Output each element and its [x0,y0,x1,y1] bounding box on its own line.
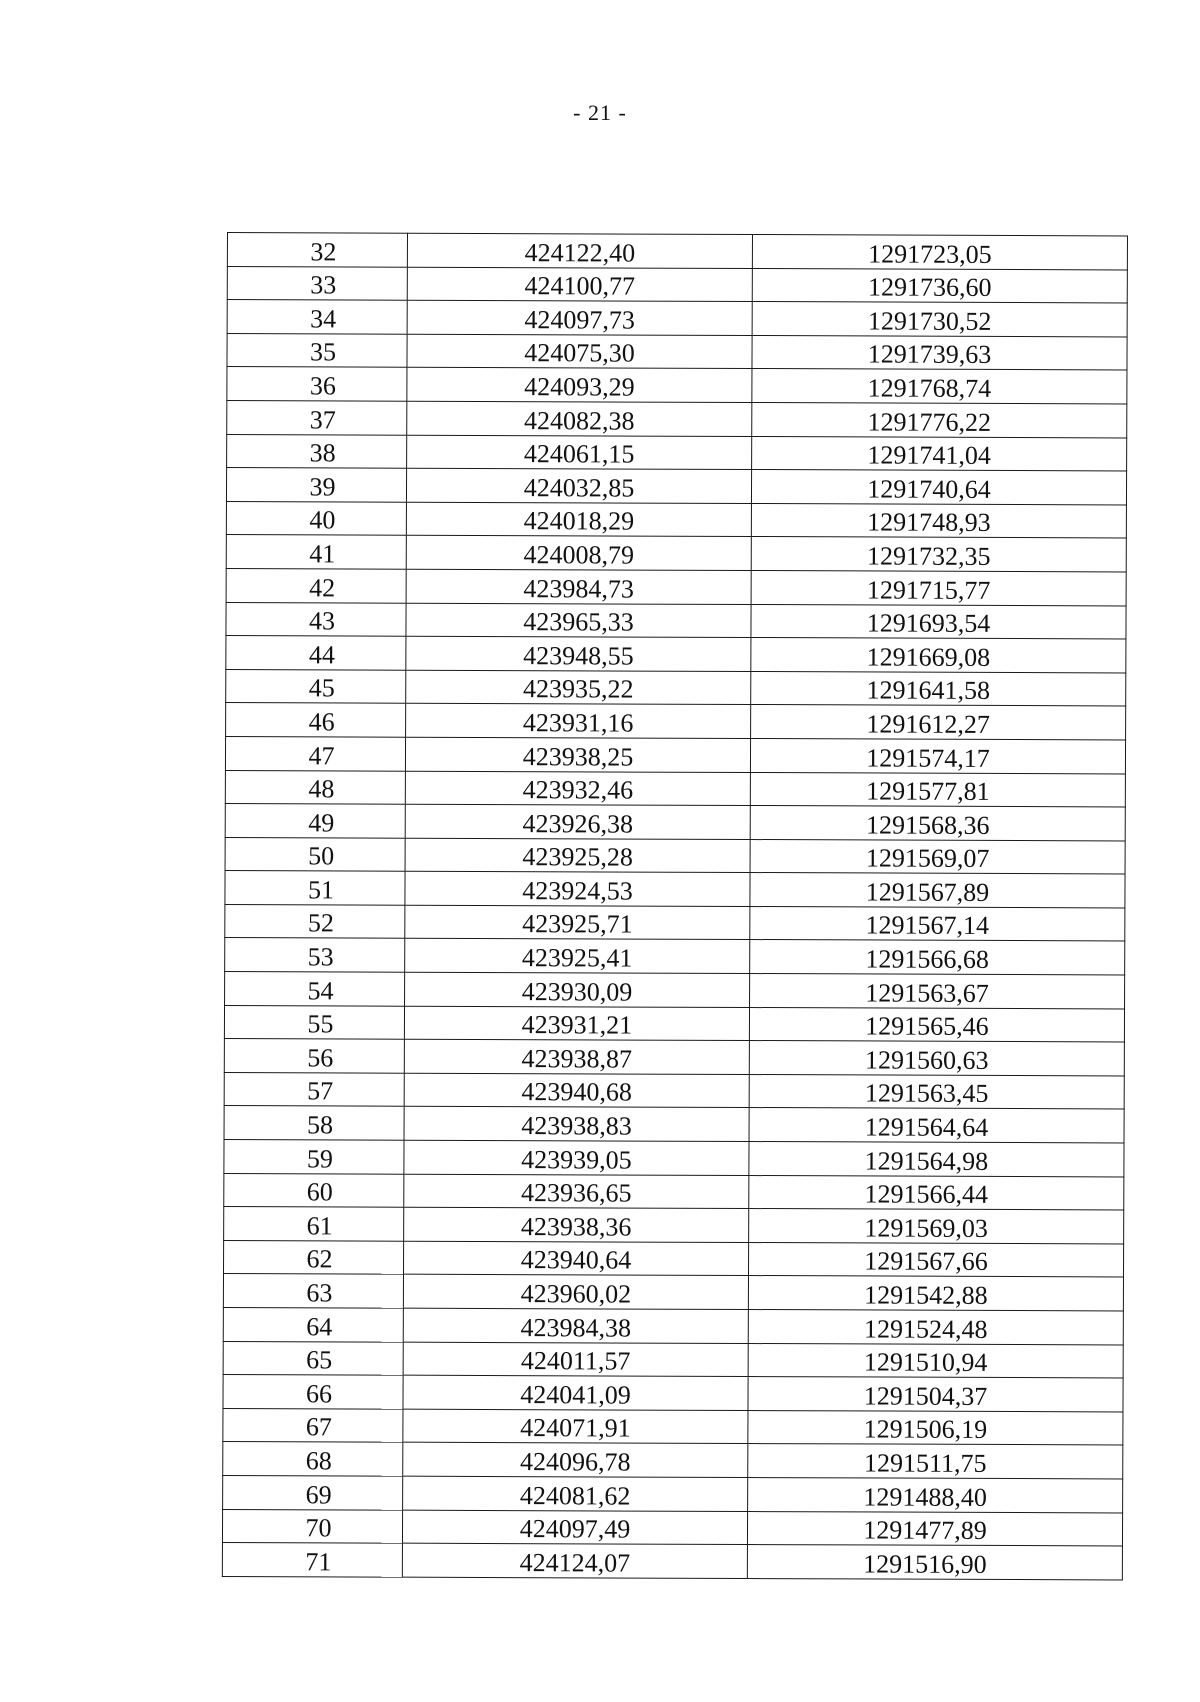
point-number-cell: 69 [223,1475,403,1509]
x-coordinate-cell: 424018,29 [406,502,751,537]
point-number-cell: 65 [223,1341,403,1375]
table-row [225,736,1125,773]
point-number-cell: 37 [227,400,407,434]
y-coordinate-cell: 1291542,88 [748,1276,1123,1311]
point-number-cell: 46 [226,703,406,737]
table-row [225,770,1125,807]
y-coordinate-cell: 1291510,94 [748,1343,1123,1378]
x-coordinate-cell: 424093,29 [407,368,752,403]
y-coordinate-cell: 1291693,54 [751,604,1126,639]
x-coordinate-cell: 424071,91 [403,1409,748,1444]
table-row [223,1408,1123,1445]
x-coordinate-cell: 423931,16 [406,704,751,739]
y-coordinate-cell: 1291511,75 [748,1444,1123,1479]
x-coordinate-cell: 424032,85 [406,468,751,503]
table-row [226,468,1126,505]
y-coordinate-cell: 1291740,64 [751,470,1126,505]
point-number-cell: 47 [225,736,405,770]
table-row [223,1375,1123,1412]
y-coordinate-cell: 1291504,37 [748,1377,1123,1412]
y-coordinate-cell: 1291574,17 [750,738,1125,773]
table-row [223,1307,1123,1344]
table-row [225,871,1125,908]
x-coordinate-cell: 423924,53 [405,871,750,906]
x-coordinate-cell: 424097,49 [402,1510,747,1545]
point-number-cell: 70 [222,1509,402,1543]
table-row [227,400,1127,437]
point-number-cell: 62 [223,1240,403,1274]
point-number-cell: 48 [225,770,405,804]
y-coordinate-cell: 1291566,44 [749,1175,1124,1210]
y-coordinate-cell: 1291566,68 [750,940,1125,975]
table-row [223,1475,1123,1512]
point-number-cell: 54 [225,972,405,1006]
x-coordinate-cell: 423940,68 [404,1073,749,1108]
x-coordinate-cell: 424124,07 [402,1543,747,1578]
page-number: - 21 - [573,100,627,125]
x-coordinate-cell: 423938,25 [405,737,750,772]
point-number-cell: 32 [227,233,407,267]
y-coordinate-cell: 1291563,67 [750,974,1125,1009]
point-number-cell: 44 [226,636,406,670]
y-coordinate-cell: 1291715,77 [751,570,1126,605]
x-coordinate-cell: 423984,38 [403,1308,748,1343]
y-coordinate-cell: 1291741,04 [752,436,1127,471]
x-coordinate-cell: 423925,71 [405,905,750,940]
y-coordinate-cell: 1291569,03 [749,1209,1124,1244]
y-coordinate-cell: 1291567,66 [748,1242,1123,1277]
x-coordinate-cell: 423965,33 [406,603,751,638]
table-row [224,1173,1124,1210]
table-row [224,1005,1124,1042]
table-row [224,1140,1124,1177]
table-row [227,434,1127,471]
point-number-cell: 61 [224,1207,404,1241]
x-coordinate-cell: 424081,62 [403,1476,748,1511]
point-number-cell: 53 [225,938,405,972]
point-number-cell: 55 [224,1005,404,1039]
y-coordinate-cell: 1291748,93 [751,503,1126,538]
table-row [223,1341,1123,1378]
table-row [225,837,1125,874]
table-row [227,367,1127,404]
point-number-cell: 66 [223,1375,403,1409]
point-number-cell: 64 [223,1307,403,1341]
point-number-cell: 33 [227,266,407,300]
table-row [227,300,1127,337]
y-coordinate-cell: 1291669,08 [751,638,1126,673]
table-row [223,1240,1123,1277]
point-number-cell: 51 [225,871,405,905]
table-row [226,602,1126,639]
y-coordinate-cell: 1291477,89 [747,1511,1122,1546]
table-row [225,938,1125,975]
x-coordinate-cell: 423935,22 [406,670,751,705]
table-row [227,233,1127,270]
point-number-cell: 50 [225,837,405,871]
x-coordinate-cell: 423925,41 [405,939,750,974]
y-coordinate-cell: 1291564,64 [749,1108,1124,1143]
x-coordinate-cell: 423960,02 [403,1275,748,1310]
y-coordinate-cell: 1291567,89 [750,873,1125,908]
y-coordinate-cell: 1291739,63 [752,335,1127,370]
y-coordinate-cell: 1291506,19 [748,1410,1123,1445]
table-row [223,1274,1123,1311]
table-row [224,1039,1124,1076]
coordinates-table-body [222,233,1127,1580]
point-number-cell: 41 [226,535,406,569]
table-row [225,904,1125,941]
x-coordinate-cell: 423926,38 [405,804,750,839]
y-coordinate-cell: 1291560,63 [749,1041,1124,1076]
y-coordinate-cell: 1291569,07 [750,839,1125,874]
table-row [223,1442,1123,1479]
x-coordinate-cell: 423936,65 [404,1174,749,1209]
y-coordinate-cell: 1291568,36 [750,806,1125,841]
y-coordinate-cell: 1291723,05 [752,235,1127,270]
y-coordinate-cell: 1291564,98 [749,1142,1124,1177]
point-number-cell: 35 [227,333,407,367]
table-row [222,1543,1122,1580]
x-coordinate-cell: 424097,73 [407,300,752,335]
table-row [226,669,1126,706]
y-coordinate-cell: 1291577,81 [750,772,1125,807]
y-coordinate-cell: 1291730,52 [752,302,1127,337]
x-coordinate-cell: 424075,30 [407,334,752,369]
point-number-cell: 68 [223,1442,403,1476]
table-row [224,1207,1124,1244]
table-row [222,1509,1122,1546]
y-coordinate-cell: 1291776,22 [752,402,1127,437]
x-coordinate-cell: 424061,15 [407,435,752,470]
table-row [224,1106,1124,1143]
y-coordinate-cell: 1291768,74 [752,369,1127,404]
x-coordinate-cell: 423940,64 [403,1241,748,1276]
y-coordinate-cell: 1291732,35 [751,537,1126,572]
x-coordinate-cell: 424096,78 [403,1443,748,1478]
x-coordinate-cell: 423938,87 [404,1039,749,1074]
point-number-cell: 56 [224,1039,404,1073]
table-row [227,266,1127,303]
x-coordinate-cell: 423925,28 [405,838,750,873]
x-coordinate-cell: 423984,73 [406,569,751,604]
point-number-cell: 36 [227,367,407,401]
point-number-cell: 67 [223,1408,403,1442]
point-number-cell: 42 [226,568,406,602]
table-row [227,333,1127,370]
y-coordinate-cell: 1291612,27 [751,705,1126,740]
table-row [226,703,1126,740]
x-coordinate-cell: 423938,36 [404,1207,749,1242]
x-coordinate-cell: 423930,09 [405,972,750,1007]
table-row [226,568,1126,605]
point-number-cell: 52 [225,904,405,938]
point-number-cell: 63 [223,1274,403,1308]
x-coordinate-cell: 424008,79 [406,536,751,571]
x-coordinate-cell: 424082,38 [407,401,752,436]
point-number-cell: 71 [222,1543,402,1577]
y-coordinate-cell: 1291736,60 [752,268,1127,303]
point-number-cell: 38 [227,434,407,468]
x-coordinate-cell: 424041,09 [403,1375,748,1410]
table-row [224,1072,1124,1109]
point-number-cell: 39 [226,468,406,502]
x-coordinate-cell: 423932,46 [405,771,750,806]
x-coordinate-cell: 423939,05 [404,1140,749,1175]
y-coordinate-cell: 1291641,58 [751,671,1126,706]
point-number-cell: 60 [224,1173,404,1207]
table-row [225,804,1125,841]
x-coordinate-cell: 424122,40 [407,233,752,268]
table-row [226,535,1126,572]
point-number-cell: 43 [226,602,406,636]
x-coordinate-cell: 423931,21 [404,1006,749,1041]
point-number-cell: 49 [225,804,405,838]
table-row [226,636,1126,673]
y-coordinate-cell: 1291516,90 [747,1545,1122,1580]
coordinates-table [222,232,1128,1580]
point-number-cell: 40 [226,501,406,535]
point-number-cell: 45 [226,669,406,703]
y-coordinate-cell: 1291565,46 [749,1007,1124,1042]
x-coordinate-cell: 423938,83 [404,1107,749,1142]
table-row [225,972,1125,1009]
x-coordinate-cell: 423948,55 [406,636,751,671]
point-number-cell: 58 [224,1106,404,1140]
point-number-cell: 34 [227,300,407,334]
point-number-cell: 59 [224,1140,404,1174]
table-row [226,501,1126,538]
x-coordinate-cell: 424011,57 [403,1342,748,1377]
x-coordinate-cell: 424100,77 [407,267,752,302]
point-number-cell: 57 [224,1072,404,1106]
y-coordinate-cell: 1291488,40 [748,1477,1123,1512]
y-coordinate-cell: 1291524,48 [748,1310,1123,1345]
y-coordinate-cell: 1291563,45 [749,1074,1124,1109]
y-coordinate-cell: 1291567,14 [750,906,1125,941]
